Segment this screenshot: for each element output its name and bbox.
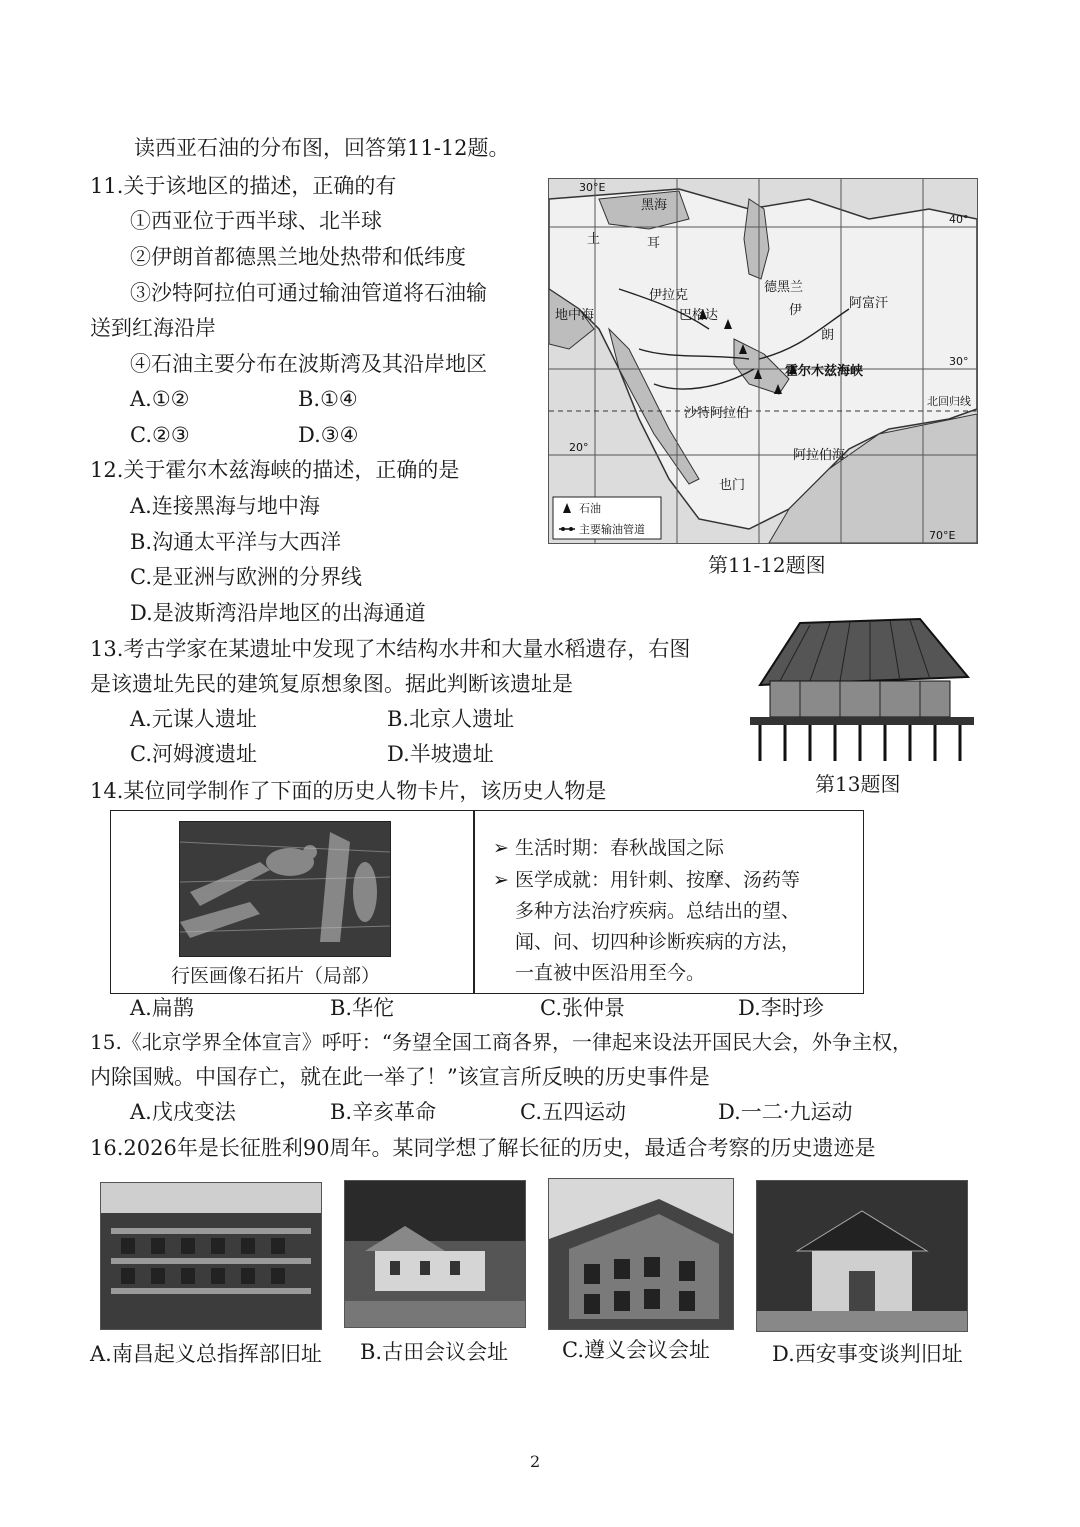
q16-option-a: A.南昌起义总指挥部旧址 xyxy=(90,1342,322,1366)
card-achievement-3: 闻、问、切四种诊断疾病的方法， xyxy=(515,931,801,953)
photo-a-drawing xyxy=(101,1183,321,1329)
q12-option-d: D.是波斯湾沿岸地区的出海通道 xyxy=(130,601,426,625)
q15-option-d: D.一二·九运动 xyxy=(718,1100,853,1124)
map-caption: 第11-12题图 xyxy=(708,553,826,577)
q13-option-a: A.元谋人遗址 xyxy=(130,707,257,731)
q16-option-d: D.西安事变谈判旧址 xyxy=(772,1342,963,1366)
map-label-iran-2: 朗 xyxy=(821,328,835,343)
legend-pipeline-label: 主要输油管道 xyxy=(579,523,645,536)
stone-rubbing-drawing xyxy=(180,822,390,956)
q11-statement-4: ④石油主要分布在波斯湾及其沿岸地区 xyxy=(130,352,487,376)
map-label-iraq: 伊拉克 xyxy=(649,288,689,303)
stone-rubbing-caption: 行医画像石拓片（局部） xyxy=(171,965,381,987)
map-lon-70: 70°E xyxy=(929,529,956,542)
photo-nanchang-hq xyxy=(100,1182,322,1330)
q11-option-b: B.①④ xyxy=(298,387,358,411)
q13-option-d: D.半坡遗址 xyxy=(387,742,494,766)
map-drawing xyxy=(549,179,977,543)
historical-figure-card xyxy=(110,810,864,994)
card-period: 生活时期：春秋战国之际 xyxy=(514,837,724,859)
q12-option-b: B.沟通太平洋与大西洋 xyxy=(130,530,342,554)
card-bullet-2 xyxy=(493,865,800,892)
stone-rubbing-image xyxy=(179,821,391,957)
q16-stem: 16.2026年是长征胜利90周年。某同学想了解长征的历史，最适合考察的历史遗迹是 xyxy=(90,1136,876,1160)
map-label-med: 地中海 xyxy=(555,308,595,323)
map-label-arab-sea: 阿拉伯海 xyxy=(793,448,846,463)
q13-figure-caption: 第13题图 xyxy=(815,772,901,796)
west-asia-oil-map xyxy=(548,178,978,544)
q14-option-c: C.张仲景 xyxy=(540,996,625,1020)
q16-option-b: B.古田会议会址 xyxy=(360,1340,509,1364)
map-lat-30: 30° xyxy=(949,355,969,368)
stilt-house-illustration xyxy=(740,615,978,765)
q11-option-d: D.③④ xyxy=(298,423,359,447)
q14-option-a: A.扁鹊 xyxy=(130,996,194,1020)
arrow-bullet-icon: ➢ xyxy=(493,837,515,859)
q15-option-a: A.戊戌变法 xyxy=(130,1100,236,1124)
q11-statement-2: ②伊朗首都德黑兰地处热带和低纬度 xyxy=(130,245,466,269)
q11-option-a: A.①② xyxy=(130,387,190,411)
map-label-hormuz: 霍尔木兹海峡 xyxy=(785,364,864,379)
map-label-turkey-1: 土 xyxy=(587,232,601,247)
arrow-bullet-icon: ➢ xyxy=(493,869,515,891)
map-label-afghan: 阿富汗 xyxy=(849,296,889,311)
q15-option-b: B.辛亥革命 xyxy=(330,1100,437,1124)
photo-gutian-meeting xyxy=(344,1180,526,1328)
photo-xian-negotiation xyxy=(756,1180,968,1332)
q12-option-c: C.是亚洲与欧洲的分界线 xyxy=(130,565,362,589)
q11-statement-1: ①西亚位于西半球、北半球 xyxy=(130,209,382,233)
map-label-tropic: 北回归线 xyxy=(927,395,971,408)
card-divider xyxy=(473,811,475,993)
map-label-saudi: 沙特阿拉伯 xyxy=(684,406,750,421)
map-lat-20: 20° xyxy=(569,441,589,454)
q11-statement-3-cont: 送到红海沿岸 xyxy=(90,316,216,340)
map-label-tehran: 德黑兰 xyxy=(764,280,804,295)
map-lon-30: 30°E xyxy=(579,181,606,194)
photo-b-drawing xyxy=(345,1181,525,1327)
card-bullet-1 xyxy=(493,833,724,860)
q16-option-c: C.遵义会议会址 xyxy=(562,1338,710,1362)
photo-d-drawing xyxy=(757,1181,967,1331)
card-achievement-2: 多种方法治疗疾病。总结出的望、 xyxy=(515,900,801,922)
map-label-turkey-2: 耳 xyxy=(647,236,661,251)
q14-option-d: D.李时珍 xyxy=(738,996,824,1020)
q11-option-c: C.②③ xyxy=(130,423,190,447)
q13-option-c: C.河姆渡遗址 xyxy=(130,742,257,766)
q14-stem: 14.某位同学制作了下面的历史人物卡片，该历史人物是 xyxy=(90,779,607,803)
q11-stem: 11.关于该地区的描述，正确的有 xyxy=(90,174,397,198)
photo-c-drawing xyxy=(549,1179,733,1329)
q15-stem-1: 15.《北京学界全体宣言》呼吁：“务望全国工商各界，一律起来设法开国民大会，外争主权， xyxy=(90,1030,913,1054)
q14-option-b: B.华佗 xyxy=(330,996,395,1020)
photo-zunyi-meeting xyxy=(548,1178,734,1330)
map-label-yemen: 也门 xyxy=(719,478,746,493)
q13-stem-2: 是该遗址先民的建筑复原想象图。据此判断该遗址是 xyxy=(90,672,573,696)
card-achievement-1: 医学成就：用针刺、按摩、汤药等 xyxy=(514,869,800,891)
intro-line: 读西亚石油的分布图，回答第11-12题。 xyxy=(134,136,510,160)
stilt-house-drawing xyxy=(740,615,978,765)
page-number: 2 xyxy=(530,1452,541,1471)
map-lat-40: 40° xyxy=(949,213,969,226)
q15-stem-2: 内除国贼。中国存亡，就在此一举了！”该宣言所反映的历史事件是 xyxy=(90,1065,710,1089)
q12-option-a: A.连接黑海与地中海 xyxy=(130,494,320,518)
q13-stem-1: 13.考古学家在某遗址中发现了木结构水井和大量水稻遗存，右图 xyxy=(90,637,691,661)
q15-option-c: C.五四运动 xyxy=(520,1100,626,1124)
card-achievement-4: 一直被中医沿用至今。 xyxy=(515,962,706,984)
legend-oil-label: 石油 xyxy=(579,502,601,515)
map-label-iran-1: 伊 xyxy=(789,303,803,318)
q12-stem: 12.关于霍尔木兹海峡的描述，正确的是 xyxy=(90,458,460,482)
q11-statement-3: ③沙特阿拉伯可通过输油管道将石油输 xyxy=(130,281,487,305)
map-label-baghdad: 巴格达 xyxy=(679,308,719,323)
q13-option-b: B.北京人遗址 xyxy=(387,707,515,731)
map-label-black-sea: 黑海 xyxy=(641,198,668,213)
